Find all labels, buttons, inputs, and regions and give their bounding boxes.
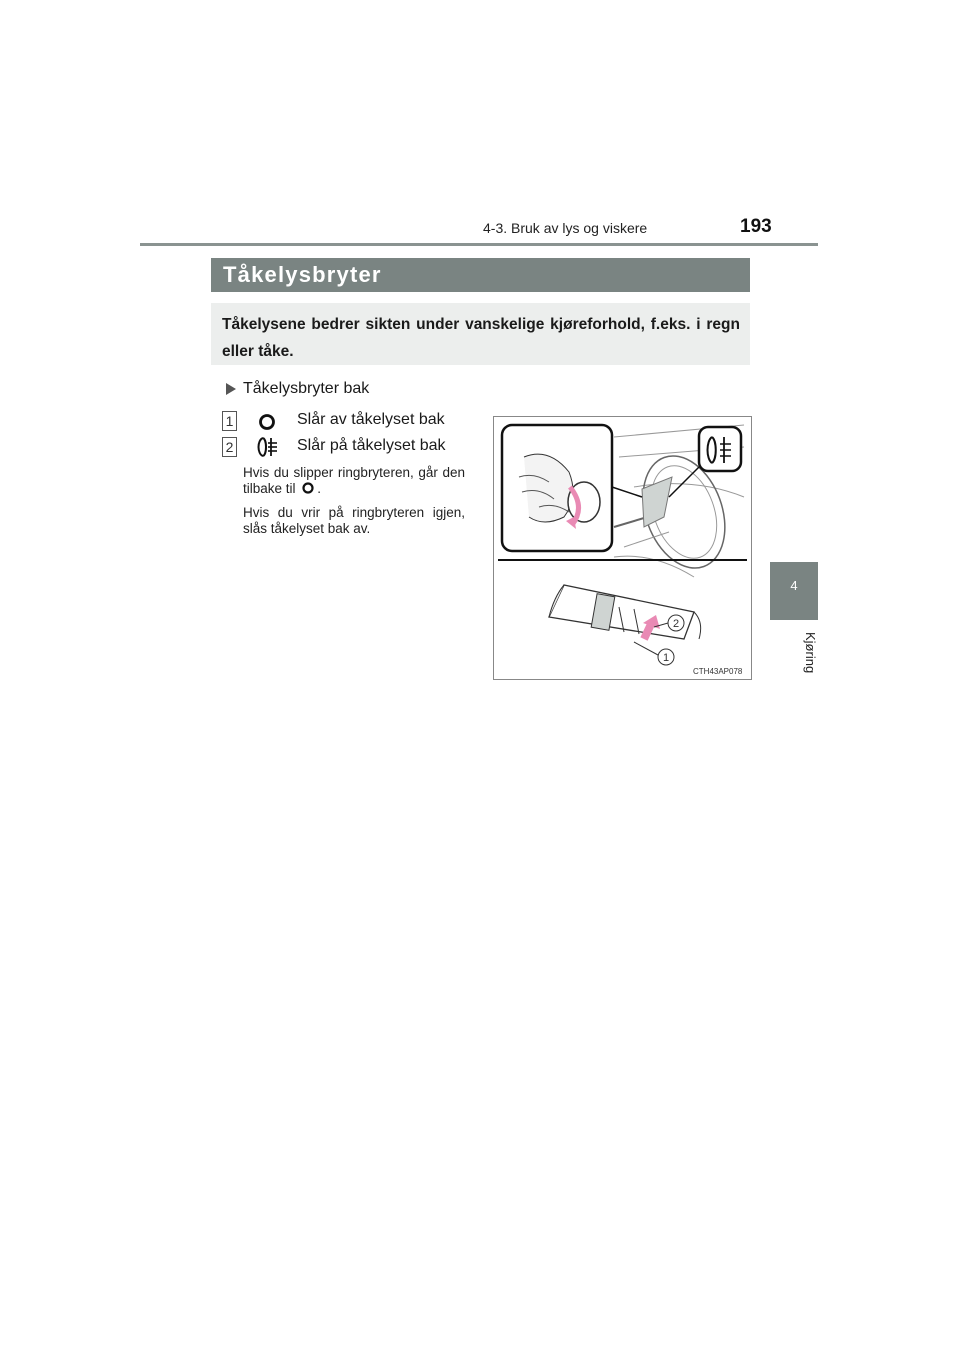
rear-fog-off-icon: [257, 412, 277, 437]
item-number-2: 2: [222, 437, 237, 457]
item-number-1: 1: [222, 411, 237, 431]
intro-text: Tåkelysene bedrer sikten under vanskelige kjøreforhold, f.eks. i regn eller tåke.: [222, 316, 740, 360]
chapter-label: Kjøring: [803, 632, 818, 674]
steering-column-illustration: [494, 417, 751, 679]
note-return: [243, 465, 465, 499]
note-return-end: .: [317, 481, 322, 496]
note-turn-again: Hvis du vrir på ringbryteren igjen, slås tåkelyset bak av.: [243, 505, 465, 536]
item-label-1: Slår av tåkelyset bak: [297, 411, 445, 428]
chapter-number: 4: [790, 578, 798, 593]
note-return-text: Hvis du slipper ringbryteren, går den tilbake til: [243, 465, 465, 496]
header-divider: [140, 243, 818, 246]
rear-fog-on-icon: [254, 436, 280, 463]
section-reference: 4-3. Bruk av lys og viskere: [483, 220, 648, 236]
illustration-frame: [493, 416, 752, 680]
bullet-triangle-icon: [226, 383, 236, 395]
page-number: 193: [740, 216, 772, 237]
subsection-heading: Tåkelysbryter bak: [243, 380, 370, 397]
rear-fog-off-inline-icon: [301, 481, 315, 499]
item-label-2: Slår på tåkelyset bak: [297, 437, 446, 454]
callout-2: 2: [672, 618, 680, 630]
figure-caption: CTH43AP078: [693, 667, 743, 676]
callout-1: 1: [662, 652, 670, 664]
page-title: Tåkelysbryter: [223, 262, 382, 287]
